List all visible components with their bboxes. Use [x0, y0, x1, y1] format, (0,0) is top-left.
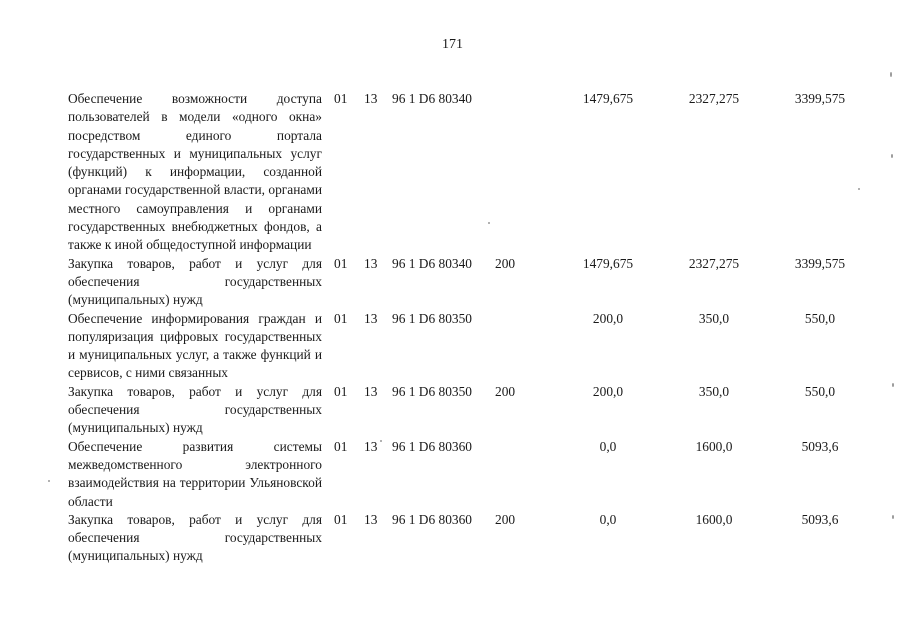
row-name: Закупка товаров, работ и услуг для обеспечения государственных (муниципальных) нужд [68, 511, 322, 564]
scan-speck [858, 188, 860, 190]
row-razdel: 01 [334, 438, 348, 454]
row-target-article: 96 1 D6 80350 [392, 383, 472, 399]
page-number: 171 [442, 37, 463, 52]
row-target-article: 96 1 D6 80350 [392, 310, 472, 326]
row-expense-type [495, 438, 525, 511]
table-row [68, 310, 873, 383]
budget-table [68, 90, 873, 566]
row-razdel: 01 [334, 255, 348, 271]
row-amount-year2: 1600,0 [695, 438, 733, 454]
row-amount-year2: 1600,0 [695, 511, 733, 527]
row-name: Обеспечение информирования граждан и популяризация цифровых государственных и муниципальных услуг, а также функций и сервисов, с ними связанных [68, 310, 322, 381]
row-razdel: 01 [334, 310, 348, 326]
row-expense-type [495, 90, 525, 255]
row-amount-year1: 200,0 [592, 310, 624, 326]
row-amount-year1: 200,0 [592, 383, 624, 399]
scan-speck [488, 222, 490, 224]
row-amount-year3: 3399,575 [794, 255, 846, 271]
scan-speck [48, 480, 50, 482]
row-amount-year1: 1479,675 [582, 91, 634, 106]
row-target-article: 96 1 D6 80340 [392, 91, 472, 106]
scan-speck [380, 440, 382, 442]
table-row [68, 383, 873, 438]
row-amount-year3: 5093,6 [801, 511, 839, 527]
row-expense-type [495, 310, 525, 383]
row-name: Закупка товаров, работ и услуг для обеспечения государственных (муниципальных) нужд [68, 383, 322, 436]
row-amount-year3: 5093,6 [801, 438, 839, 454]
row-amount-year3: 550,0 [804, 383, 836, 399]
row-amount-year2: 350,0 [698, 310, 730, 326]
scan-speck [892, 383, 894, 387]
table-row [68, 511, 873, 566]
table-row [68, 438, 873, 511]
row-amount-year3: 550,0 [804, 310, 836, 326]
row-podrazdel: 13 [364, 255, 378, 271]
row-podrazdel: 13 [364, 511, 378, 527]
row-razdel: 01 [334, 383, 348, 399]
row-target-article: 96 1 D6 80340 [392, 255, 472, 271]
row-amount-year2: 2327,275 [688, 255, 740, 271]
scan-speck [891, 154, 893, 158]
row-target-article: 96 1 D6 80360 [392, 511, 472, 527]
row-expense-type: 200 [495, 511, 516, 527]
row-name: Обеспечение возможности доступа пользователей в модели «одного окна» посредством единого портала государственных и муниципальных услуг (функций) к информации, созданной органами государственной власти, органами местного самоуправления и органами государственных внебюджетных фондов, а также к иной общедоступной информации [68, 91, 322, 253]
row-amount-year2: 2327,275 [688, 91, 740, 106]
row-amount-year1: 1479,675 [582, 255, 634, 271]
row-razdel: 01 [334, 511, 348, 527]
table-row [68, 90, 873, 255]
row-amount-year3: 3399,575 [794, 91, 846, 106]
row-target-article: 96 1 D6 80360 [392, 438, 472, 454]
table-row [68, 255, 873, 310]
scan-speck [890, 72, 892, 77]
row-podrazdel: 13 [364, 383, 378, 399]
row-podrazdel: 13 [364, 310, 378, 326]
row-amount-year1: 0,0 [599, 511, 617, 527]
row-expense-type: 200 [495, 255, 516, 271]
row-amount-year1: 0,0 [599, 438, 617, 454]
row-podrazdel: 13 [364, 91, 378, 106]
row-razdel: 01 [334, 91, 348, 106]
row-amount-year2: 350,0 [698, 383, 730, 399]
row-name: Обеспечение развития системы межведомственного электронного взаимодействия на территории Ульяновской области [68, 438, 322, 509]
row-podrazdel: 13 [364, 438, 378, 454]
scan-speck [892, 515, 894, 519]
row-name: Закупка товаров, работ и услуг для обеспечения государственных (муниципальных) нужд [68, 255, 322, 308]
row-expense-type: 200 [495, 383, 516, 399]
